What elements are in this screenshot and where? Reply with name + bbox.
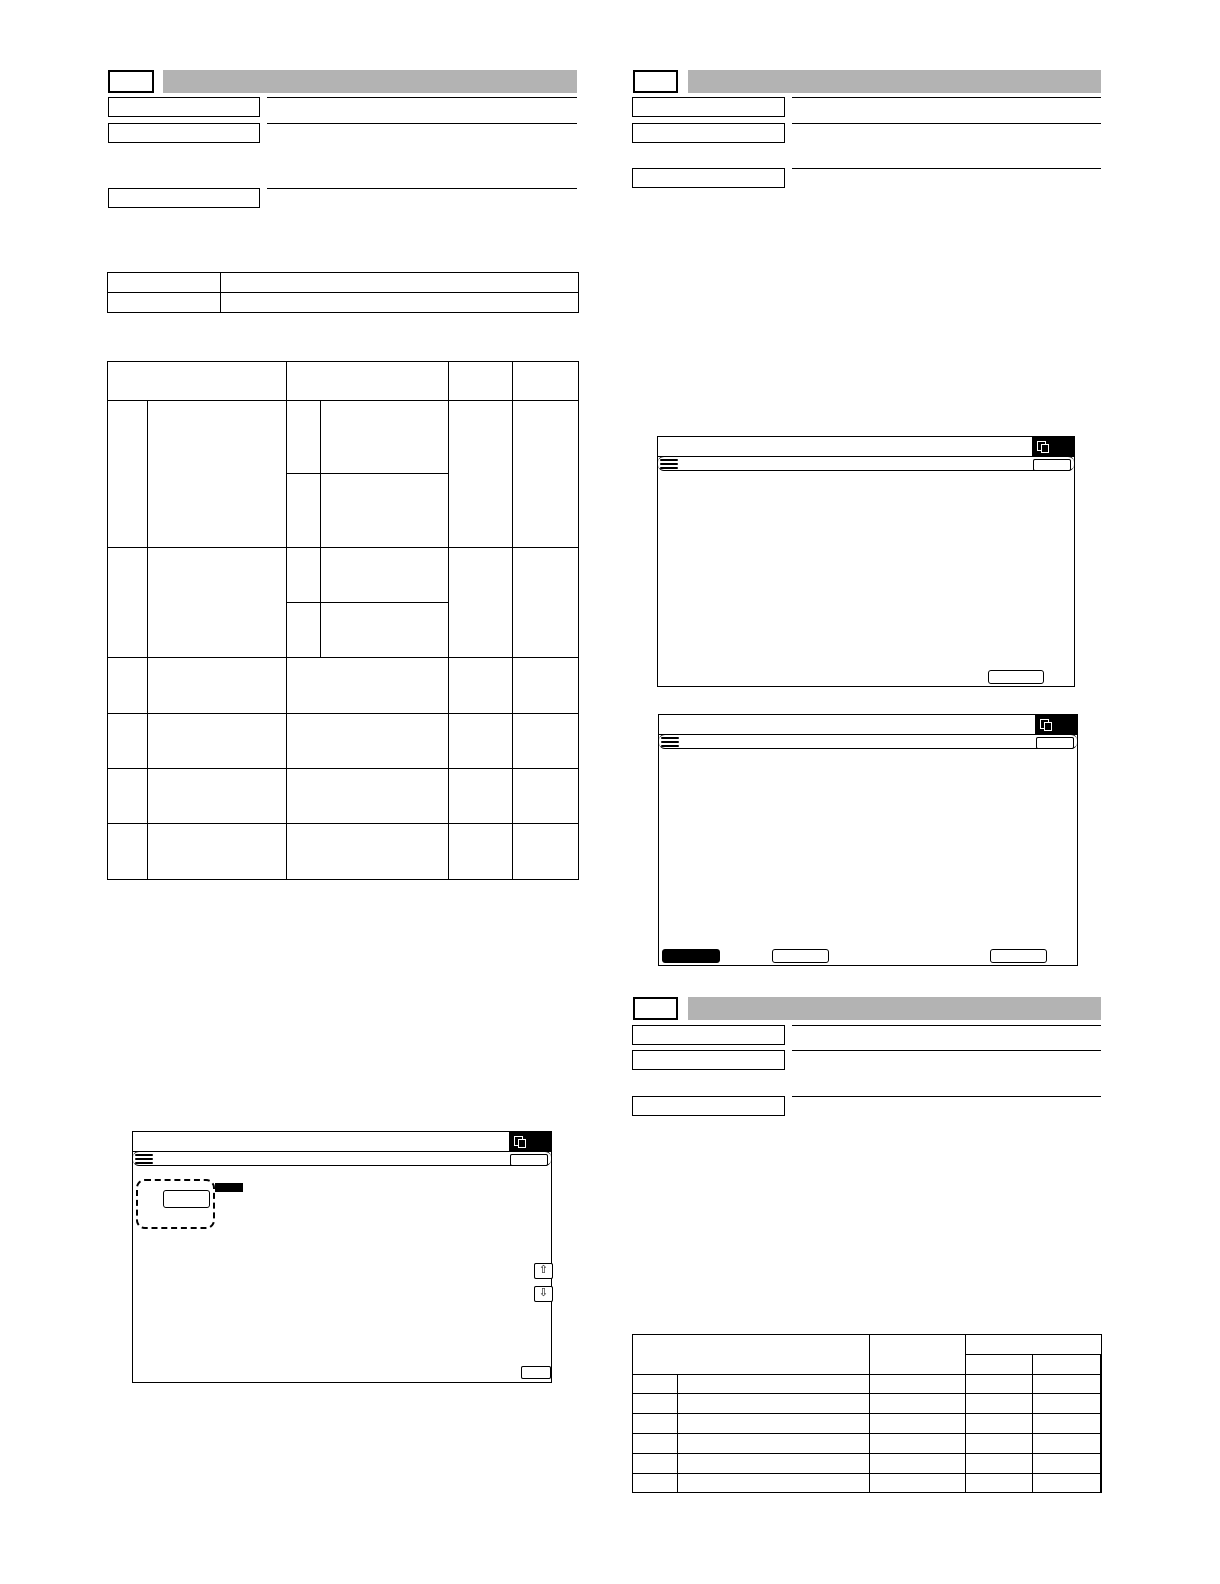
table-cell: [286, 603, 320, 658]
field-underline: [792, 97, 1101, 98]
tab-button[interactable]: [510, 1154, 548, 1166]
table-cell: [1032, 1375, 1100, 1394]
table-cell: [286, 714, 448, 769]
table-cell: [108, 293, 221, 313]
copy-machine-icon: [1035, 715, 1077, 734]
table-cell: [633, 1474, 678, 1493]
table-cell: [448, 548, 513, 658]
table-cell: [147, 548, 286, 658]
action-button[interactable]: [988, 670, 1044, 684]
up-arrow-icon[interactable]: ⇧: [534, 1263, 553, 1279]
field-underline: [792, 1050, 1101, 1051]
table-cell: [286, 474, 320, 548]
menu-icon[interactable]: [135, 1151, 153, 1166]
table-cell: [147, 714, 286, 769]
table-cell: [513, 401, 579, 548]
table-cell: [965, 1474, 1032, 1493]
table-cell: [678, 1375, 870, 1394]
table-cell: [147, 769, 286, 824]
menu-icon[interactable]: [660, 456, 678, 471]
table-cell: [320, 401, 448, 474]
ok-button[interactable]: [521, 1366, 551, 1379]
selected-label: [215, 1183, 243, 1192]
table-header-cell: [108, 362, 287, 401]
screen-mockup: [658, 714, 1078, 966]
table-cell: [1032, 1394, 1100, 1414]
table-cell: [320, 603, 448, 658]
down-arrow-icon[interactable]: ⇩: [534, 1286, 553, 1302]
field-label-box: [108, 123, 260, 143]
table-cell: [678, 1474, 870, 1493]
table-cell: [633, 1434, 678, 1454]
table-cell: [221, 273, 579, 293]
selected-button[interactable]: [662, 949, 720, 963]
settings-table: [107, 361, 579, 880]
table-cell: [513, 769, 579, 824]
table-header-cell: [1032, 1355, 1100, 1375]
screen-mockup: [657, 436, 1075, 687]
table-cell: [1100, 1434, 1102, 1454]
table-cell: [286, 658, 448, 714]
table-cell: [108, 548, 148, 658]
table-cell: [1100, 1394, 1102, 1414]
field-underline: [267, 123, 577, 124]
table-cell: [320, 548, 448, 603]
field-underline: [267, 188, 577, 189]
table-header-cell: [448, 362, 513, 401]
copy-machine-icon: [509, 1132, 551, 1151]
field-underline: [792, 1025, 1101, 1026]
field-underline: [792, 123, 1101, 124]
table-cell: [286, 548, 320, 603]
field-label-box: [108, 97, 260, 117]
section-title-bar: [688, 997, 1101, 1020]
table-cell: [1032, 1474, 1100, 1493]
field-label-box: [632, 1050, 785, 1070]
section-title-bar: [163, 70, 577, 93]
table-cell: [108, 824, 148, 880]
table-cell: [678, 1434, 870, 1454]
table-cell: [108, 273, 221, 293]
table-cell: [513, 714, 579, 769]
table-cell: [1100, 1375, 1102, 1394]
table-cell: [965, 1454, 1032, 1474]
field-underline: [792, 168, 1101, 169]
screen-tab-bar: [133, 1151, 551, 1166]
table-header-cell: [965, 1335, 1102, 1355]
field-label-box: [108, 188, 260, 208]
table-cell: [678, 1414, 870, 1434]
table-cell: [1100, 1414, 1102, 1434]
table-cell: [678, 1454, 870, 1474]
table-cell: [1032, 1414, 1100, 1434]
table-cell: [147, 824, 286, 880]
table-cell: [108, 401, 148, 548]
field-label-box: [632, 123, 785, 143]
field-label-box: [632, 1025, 785, 1045]
table-cell: [286, 824, 448, 880]
tab-button[interactable]: [1036, 737, 1074, 749]
screen-title-bar: [133, 1132, 551, 1152]
table-cell: [513, 824, 579, 880]
table-cell: [869, 1434, 965, 1454]
table-cell: [221, 293, 579, 313]
table-cell: [448, 769, 513, 824]
table-cell: [633, 1414, 678, 1434]
table-cell: [513, 658, 579, 714]
table-header-cell: [513, 362, 579, 401]
table-cell: [678, 1394, 870, 1414]
table-cell: [1032, 1454, 1100, 1474]
table-cell: [965, 1394, 1032, 1414]
table-header-cell: [286, 362, 448, 401]
screen-tab-bar: [658, 456, 1074, 471]
table-cell: [286, 401, 320, 474]
table-cell: [869, 1454, 965, 1474]
field-label-box: [632, 1096, 785, 1116]
table-cell: [286, 769, 448, 824]
table-cell: [1100, 1474, 1102, 1493]
table-cell: [108, 714, 148, 769]
field-underline: [792, 1096, 1101, 1097]
section-number-box: [633, 70, 678, 93]
table-cell: [965, 1414, 1032, 1434]
field-underline: [267, 97, 577, 98]
value-button[interactable]: [163, 1190, 210, 1208]
screen-tab-bar: [659, 734, 1077, 749]
table-cell: [633, 1394, 678, 1414]
table-cell: [513, 548, 579, 658]
tab-button[interactable]: [1033, 459, 1071, 471]
table-header-cell: [1100, 1355, 1102, 1375]
table-cell: [147, 401, 286, 548]
menu-icon[interactable]: [661, 734, 679, 749]
table-cell: [965, 1375, 1032, 1394]
table-cell: [869, 1414, 965, 1434]
table-cell: [1032, 1434, 1100, 1454]
field-label-box: [632, 168, 785, 188]
section-number-box: [108, 70, 154, 93]
table-cell: [1100, 1454, 1102, 1474]
table-cell: [448, 714, 513, 769]
table-cell: [108, 658, 148, 714]
table-header-cell: [633, 1335, 870, 1375]
table-cell: [633, 1454, 678, 1474]
action-button[interactable]: [990, 949, 1047, 963]
section-title-bar: [688, 70, 1101, 93]
table-cell: [965, 1434, 1032, 1454]
summary-table: [107, 272, 579, 313]
section-number-box: [633, 997, 678, 1020]
table-cell: [320, 474, 448, 548]
table-cell: [869, 1394, 965, 1414]
table-cell: [869, 1375, 965, 1394]
values-table: [632, 1334, 1102, 1493]
table-cell: [448, 401, 513, 548]
table-cell: [448, 824, 513, 880]
action-button[interactable]: [772, 949, 829, 963]
screen-title-bar: [658, 437, 1074, 457]
table-header-cell: [965, 1355, 1032, 1375]
table-cell: [633, 1375, 678, 1394]
field-label-box: [632, 97, 785, 117]
table-cell: [869, 1474, 965, 1493]
table-header-cell: [869, 1335, 965, 1375]
copy-machine-icon: [1032, 437, 1074, 456]
table-cell: [147, 658, 286, 714]
table-cell: [108, 769, 148, 824]
screen-title-bar: [659, 715, 1077, 735]
table-cell: [448, 658, 513, 714]
screen-mockup: [132, 1131, 552, 1383]
